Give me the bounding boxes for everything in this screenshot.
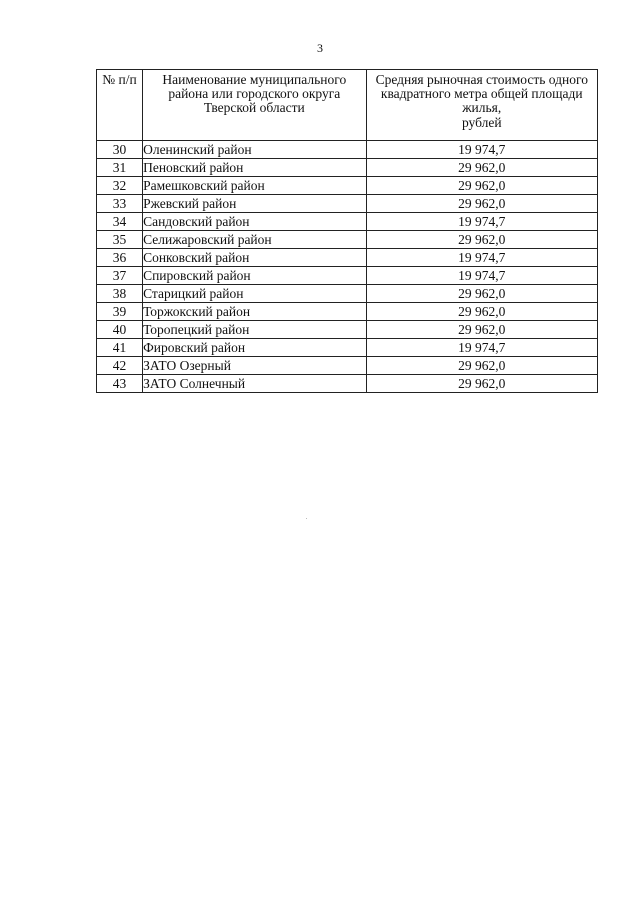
row-number: 30: [97, 141, 143, 159]
row-district-name: ЗАТО Озерный: [143, 357, 366, 375]
row-number: 33: [97, 195, 143, 213]
row-price: 19 974,7: [366, 213, 597, 231]
row-district-name: Ржевский район: [143, 195, 366, 213]
row-number: 39: [97, 303, 143, 321]
row-district-name: Торжокский район: [143, 303, 366, 321]
table-row: [97, 159, 598, 177]
row-price: 19 974,7: [366, 267, 597, 285]
header-price: [366, 70, 597, 141]
row-price: 29 962,0: [366, 285, 597, 303]
table-row: [97, 339, 598, 357]
row-district-name: Сонковский район: [143, 249, 366, 267]
row-district-name: Фировский район: [143, 339, 366, 357]
table-row: [97, 141, 598, 159]
row-number: 43: [97, 375, 143, 393]
header-price-unit: рублей: [461, 114, 502, 130]
row-number: 40: [97, 321, 143, 339]
table-row: [97, 321, 598, 339]
row-price: 29 962,0: [366, 177, 597, 195]
row-price: 29 962,0: [366, 357, 597, 375]
table-row: [97, 267, 598, 285]
row-price: 19 974,7: [366, 339, 597, 357]
row-price: 19 974,7: [366, 249, 597, 267]
row-district-name: Рамешковский район: [143, 177, 366, 195]
table-row: [97, 213, 598, 231]
table-row: [97, 285, 598, 303]
page-number: 3: [317, 41, 323, 55]
row-district-name: Оленинский район: [143, 141, 366, 159]
row-district-name: Селижаровский район: [143, 231, 366, 249]
header-price-label: Средняя рыночная стоимость одного квадратного метра общей площади жилья,: [375, 72, 588, 116]
row-price: 29 962,0: [366, 195, 597, 213]
scan-speck: [306, 518, 307, 519]
table-body: [97, 141, 598, 393]
row-number: 32: [97, 177, 143, 195]
row-number: 41: [97, 339, 143, 357]
table-row: [97, 357, 598, 375]
header-district-name: Наименование муниципального района или городского округа Тверской области: [143, 70, 366, 141]
table-row: [97, 303, 598, 321]
table-row: [97, 375, 598, 393]
table-header-row: [97, 70, 598, 141]
row-number: 37: [97, 267, 143, 285]
row-price: 29 962,0: [366, 375, 597, 393]
row-number: 31: [97, 159, 143, 177]
row-district-name: Старицкий район: [143, 285, 366, 303]
table-row: [97, 231, 598, 249]
table-row: [97, 249, 598, 267]
row-price: 19 974,7: [366, 141, 597, 159]
row-district-name: Торопецкий район: [143, 321, 366, 339]
table-row: [97, 177, 598, 195]
row-district-name: ЗАТО Солнечный: [143, 375, 366, 393]
table-row: [97, 195, 598, 213]
row-number: 35: [97, 231, 143, 249]
row-price: 29 962,0: [366, 303, 597, 321]
row-district-name: Пеновский район: [143, 159, 366, 177]
row-number: 38: [97, 285, 143, 303]
district-price-table: [96, 69, 598, 393]
row-price: 29 962,0: [366, 231, 597, 249]
row-number: 42: [97, 357, 143, 375]
row-price: 29 962,0: [366, 159, 597, 177]
row-number: 36: [97, 249, 143, 267]
header-number: № п/п: [97, 70, 143, 141]
row-district-name: Спировский район: [143, 267, 366, 285]
row-number: 34: [97, 213, 143, 231]
row-price: 29 962,0: [366, 321, 597, 339]
row-district-name: Сандовский район: [143, 213, 366, 231]
